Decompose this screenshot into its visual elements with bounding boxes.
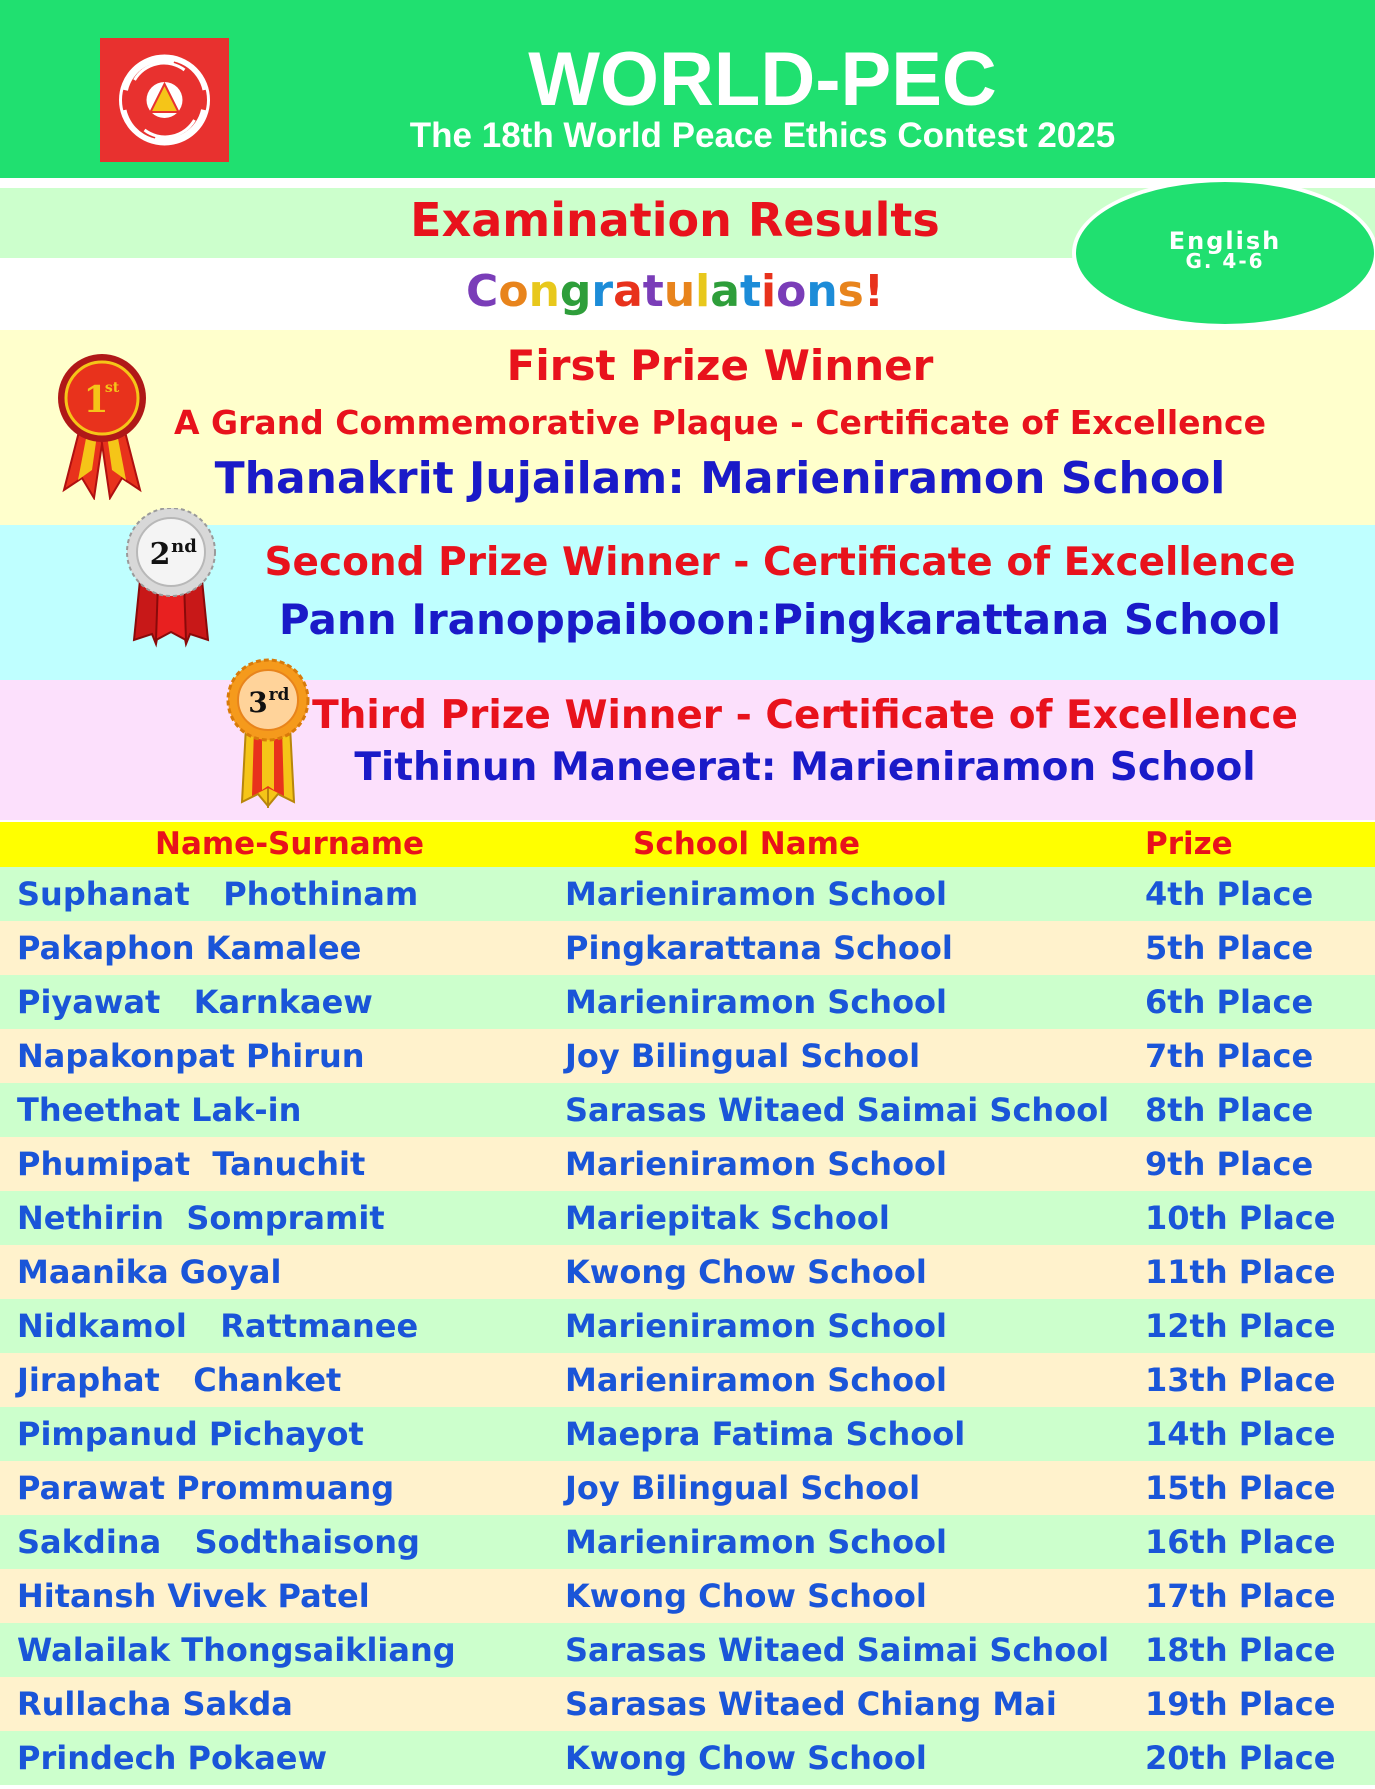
congratulations-letter: r bbox=[591, 266, 614, 317]
second-prize-winner: Pann Iranoppaiboon:Pingkarattana School bbox=[278, 595, 1282, 644]
table-cell-school: Joy Bilingual School bbox=[565, 1037, 921, 1075]
results-title: Examination Results bbox=[410, 193, 940, 247]
table-row bbox=[0, 1731, 1375, 1785]
first-medal-suffix: st bbox=[104, 380, 120, 396]
table-cell-school: Sarasas Witaed Saimai School bbox=[565, 1631, 1110, 1669]
table-cell-prize: 12th Place bbox=[1145, 1307, 1336, 1345]
congratulations-letter: t bbox=[642, 266, 664, 317]
table-cell-prize: 8th Place bbox=[1145, 1091, 1314, 1129]
table-row bbox=[0, 1299, 1375, 1353]
table-cell-prize: 19th Place bbox=[1145, 1685, 1336, 1723]
table-cell-school: Marieniramon School bbox=[565, 875, 947, 913]
second-prize-title: Second Prize Winner - Certificate of Excellence bbox=[264, 540, 1296, 585]
table-cell-school: Marieniramon School bbox=[565, 1145, 947, 1183]
table-cell-name: Pakaphon Kamalee bbox=[17, 929, 362, 967]
second-medal-suffix: nd bbox=[171, 536, 197, 557]
third-medal-number: 3 bbox=[248, 686, 268, 719]
table-cell-school: Joy Bilingual School bbox=[565, 1469, 921, 1507]
table-cell-school: Marieniramon School bbox=[565, 983, 947, 1021]
congratulations-letter: a bbox=[613, 266, 643, 317]
congratulations-letter: o bbox=[498, 266, 529, 317]
table-cell-name: Rullacha Sakda bbox=[17, 1685, 293, 1723]
table-cell-prize: 6th Place bbox=[1145, 983, 1314, 1021]
table-cell-prize: 17th Place bbox=[1145, 1577, 1336, 1615]
grade-badge-grade: G. 4-6 bbox=[1185, 249, 1265, 273]
table-row bbox=[0, 1677, 1375, 1731]
table-cell-name: Theethat Lak-in bbox=[17, 1091, 302, 1129]
table-cell-name: Maanika Goyal bbox=[17, 1253, 282, 1291]
congratulations-letter: o bbox=[776, 266, 807, 317]
table-cell-prize: 14th Place bbox=[1145, 1415, 1336, 1453]
table-row bbox=[0, 1515, 1375, 1569]
table-cell-name: Piyawat Karnkaew bbox=[17, 983, 373, 1021]
table-cell-school: Maepra Fatima School bbox=[565, 1415, 966, 1453]
second-place-medal-icon bbox=[118, 508, 224, 648]
table-row bbox=[0, 1083, 1375, 1137]
first-medal-number: 1 bbox=[83, 379, 109, 421]
table-row bbox=[0, 1245, 1375, 1299]
table-cell-name: Sakdina Sodthaisong bbox=[17, 1523, 420, 1561]
third-prize-title: Third Prize Winner - Certificate of Excellence bbox=[312, 693, 1298, 738]
column-header-name: Name-Surname bbox=[155, 826, 425, 862]
table-cell-name: Nethirin Sompramit bbox=[17, 1199, 385, 1237]
congratulations-letter: n bbox=[528, 266, 560, 317]
table-cell-school: Marieniramon School bbox=[565, 1307, 947, 1345]
table-row bbox=[0, 1353, 1375, 1407]
table-row bbox=[0, 975, 1375, 1029]
congratulations-letter: l bbox=[695, 266, 711, 317]
table-cell-prize: 5th Place bbox=[1145, 929, 1314, 967]
congratulations-letter: i bbox=[761, 266, 777, 317]
table-row bbox=[0, 1461, 1375, 1515]
table-cell-name: Walailak Thongsaikliang bbox=[17, 1631, 456, 1669]
second-medal-number: 2 bbox=[149, 537, 171, 572]
table-cell-prize: 10th Place bbox=[1145, 1199, 1336, 1237]
congratulations-letter: g bbox=[559, 266, 592, 317]
table-cell-school: Kwong Chow School bbox=[565, 1577, 927, 1615]
table-cell-prize: 7th Place bbox=[1145, 1037, 1314, 1075]
congratulations-letter: u bbox=[663, 266, 696, 317]
table-cell-school: Marieniramon School bbox=[565, 1523, 947, 1561]
congratulations-letter: t bbox=[739, 266, 762, 317]
table-cell-name: Prindech Pokaew bbox=[17, 1739, 328, 1777]
table-cell-school: Kwong Chow School bbox=[565, 1253, 927, 1291]
table-row bbox=[0, 1569, 1375, 1623]
third-medal-suffix: rd bbox=[268, 685, 290, 705]
table-cell-school: Sarasas Witaed Saimai School bbox=[565, 1091, 1110, 1129]
congratulations-letter: C bbox=[466, 266, 499, 317]
table-cell-school: Marieniramon School bbox=[565, 1361, 947, 1399]
grade-badge bbox=[1072, 178, 1375, 328]
table-row bbox=[0, 1623, 1375, 1677]
table-cell-name: Pimpanud Pichayot bbox=[17, 1415, 364, 1453]
table-cell-prize: 20th Place bbox=[1145, 1739, 1336, 1777]
first-place-medal-icon bbox=[52, 350, 152, 500]
table-cell-prize: 15th Place bbox=[1145, 1469, 1336, 1507]
table-cell-prize: 13th Place bbox=[1145, 1361, 1336, 1399]
third-prize-winner: Tithinun Maneerat: Marieniramon School bbox=[354, 745, 1256, 790]
table-cell-name: Jiraphat Chanket bbox=[17, 1361, 342, 1399]
table-row bbox=[0, 1137, 1375, 1191]
grade-badge-subject: English bbox=[1168, 227, 1282, 255]
congratulations-letter: ! bbox=[863, 266, 884, 317]
table-row bbox=[0, 1029, 1375, 1083]
brand-title: WORLD-PEC bbox=[528, 37, 997, 122]
congratulations-letter: n bbox=[806, 266, 838, 317]
table-row bbox=[0, 867, 1375, 921]
table-cell-name: Hitansh Vivek Patel bbox=[17, 1577, 370, 1615]
table-row bbox=[0, 1191, 1375, 1245]
table-cell-prize: 11th Place bbox=[1145, 1253, 1336, 1291]
table-cell-school: Kwong Chow School bbox=[565, 1739, 927, 1777]
table-cell-prize: 9th Place bbox=[1145, 1145, 1314, 1183]
table-cell-prize: 18th Place bbox=[1145, 1631, 1336, 1669]
table-row bbox=[0, 1407, 1375, 1461]
table-cell-name: Suphanat Phothinam bbox=[17, 875, 419, 913]
table-cell-name: Napakonpat Phirun bbox=[17, 1037, 365, 1075]
column-header-prize: Prize bbox=[1145, 826, 1233, 862]
contest-subtitle: The 18th World Peace Ethics Contest 2025 bbox=[409, 116, 1116, 155]
first-prize-winner: Thanakrit Jujailam: Marieniramon School bbox=[214, 453, 1226, 504]
congratulations-letter: s bbox=[837, 266, 864, 317]
first-prize-title: First Prize Winner bbox=[506, 341, 934, 390]
table-cell-prize: 4th Place bbox=[1145, 875, 1314, 913]
table-cell-name: Nidkamol Rattmanee bbox=[17, 1307, 419, 1345]
table-row bbox=[0, 921, 1375, 975]
column-header-school: School Name bbox=[633, 826, 860, 862]
table-cell-school: Pingkarattana School bbox=[565, 929, 953, 967]
first-prize-award: A Grand Commemorative Plaque - Certificate of Excellence bbox=[174, 403, 1266, 442]
table-cell-school: Mariepitak School bbox=[565, 1199, 890, 1237]
congratulations-letter: a bbox=[710, 266, 740, 317]
table-cell-school: Sarasas Witaed Chiang Mai bbox=[565, 1685, 1057, 1723]
table-cell-prize: 16th Place bbox=[1145, 1523, 1336, 1561]
table-cell-name: Phumipat Tanuchit bbox=[17, 1145, 366, 1183]
table-cell-name: Parawat Prommuang bbox=[17, 1469, 395, 1507]
